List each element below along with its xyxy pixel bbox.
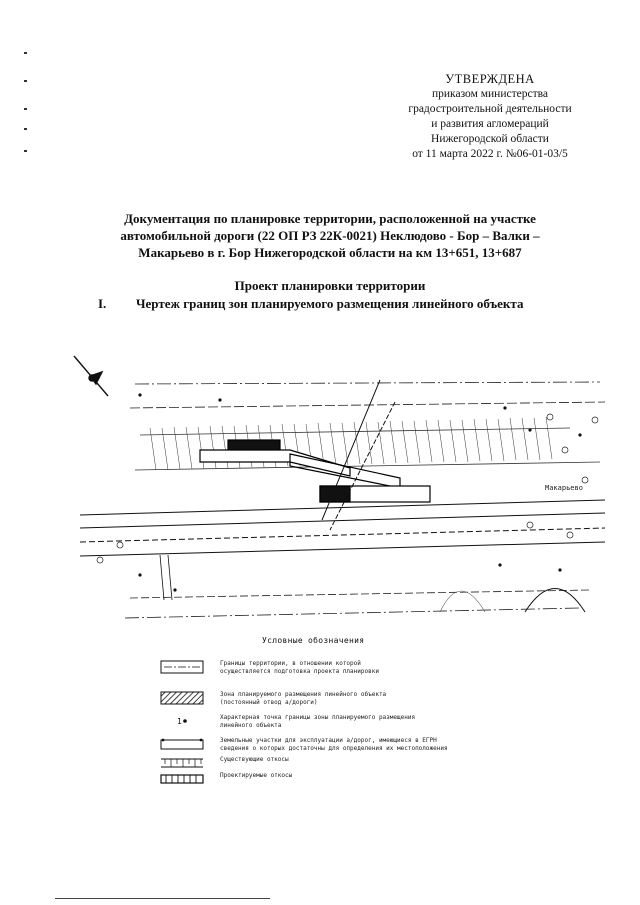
territory-plan-drawing — [60, 350, 605, 635]
margin-mark — [24, 52, 27, 54]
svg-text:1: 1 — [177, 717, 182, 726]
legend-text: Характерная точка границы зоны планируемого размещения — [220, 714, 416, 721]
margin-mark — [24, 150, 27, 152]
margin-mark — [24, 108, 27, 110]
approval-date: от 11 марта 2022 г. №06-01-03/5 — [412, 148, 568, 160]
margin-mark — [24, 128, 27, 130]
road-edge — [80, 513, 605, 528]
document-title — [60, 210, 600, 261]
boundary-line — [130, 590, 590, 598]
point-symbol-icon — [160, 714, 204, 728]
pole — [168, 555, 172, 600]
planned-slope-symbol-icon — [160, 772, 204, 786]
legend-text: Существующие откосы — [220, 756, 289, 763]
section-title: Чертеж границ зон планируемого размещения линейного объекта — [136, 296, 524, 311]
boundary-line — [135, 382, 600, 384]
margin-mark — [24, 80, 27, 82]
title-line: автомобильной дороги (22 ОП РЗ 22К-0021) Неклюдово - Бор – Валки – — [120, 228, 540, 243]
approval-line: и развития агломераций — [431, 118, 549, 130]
hatched-zone-symbol-icon — [160, 691, 204, 705]
legend-text: сведения о которых достаточны для определения их местоположения — [220, 745, 448, 752]
title-line: Макарьево в г. Бор Нижегородской области на км 13+651, 13+687 — [138, 245, 522, 260]
boundary-line — [130, 402, 605, 408]
approval-block — [380, 72, 600, 162]
pole — [160, 555, 164, 600]
legend-text: осуществляется подготовка проекта планировки — [220, 668, 379, 675]
legend-text: Проектируемые откосы — [220, 772, 293, 779]
legend-text: Земельные участки для эксплуатации а/дорог, имеющиеся в ЕГРН — [220, 737, 437, 744]
legend-title: Условные обозначения — [262, 636, 365, 645]
section-number: I. — [98, 296, 107, 311]
legend-text: Границы территории, в отношении которой — [220, 660, 361, 667]
road-edge — [80, 542, 605, 556]
approval-line: приказом министерства — [432, 88, 548, 100]
legend-text: Зона планируемого размещения линейного объекта — [220, 691, 387, 698]
contour-arc — [440, 591, 485, 612]
approval-line: градостроительной деятельности — [408, 103, 572, 115]
footnote-separator — [55, 898, 270, 899]
title-line: Документация по планировке территории, расположенной на участке — [124, 211, 536, 226]
approval-heading: УТВЕРЖДЕНА — [445, 72, 535, 86]
legend-text: (постоянный отвод а/дороги) — [220, 699, 318, 706]
north-arrow-icon — [74, 356, 108, 396]
place-label: Макарьево — [545, 484, 583, 492]
approval-line: Нижегородской области — [431, 133, 549, 145]
boundary-line — [125, 608, 580, 618]
planned-zone — [200, 440, 430, 502]
road-edge — [80, 528, 605, 542]
section-heading — [98, 296, 598, 312]
legend-text: линейного объекта — [220, 722, 282, 729]
existing-slope-symbol-icon — [160, 756, 204, 770]
land-plot-symbol-icon — [160, 737, 204, 751]
boundary-symbol-icon — [160, 660, 204, 674]
project-title: Проект планировки территории — [234, 278, 426, 293]
